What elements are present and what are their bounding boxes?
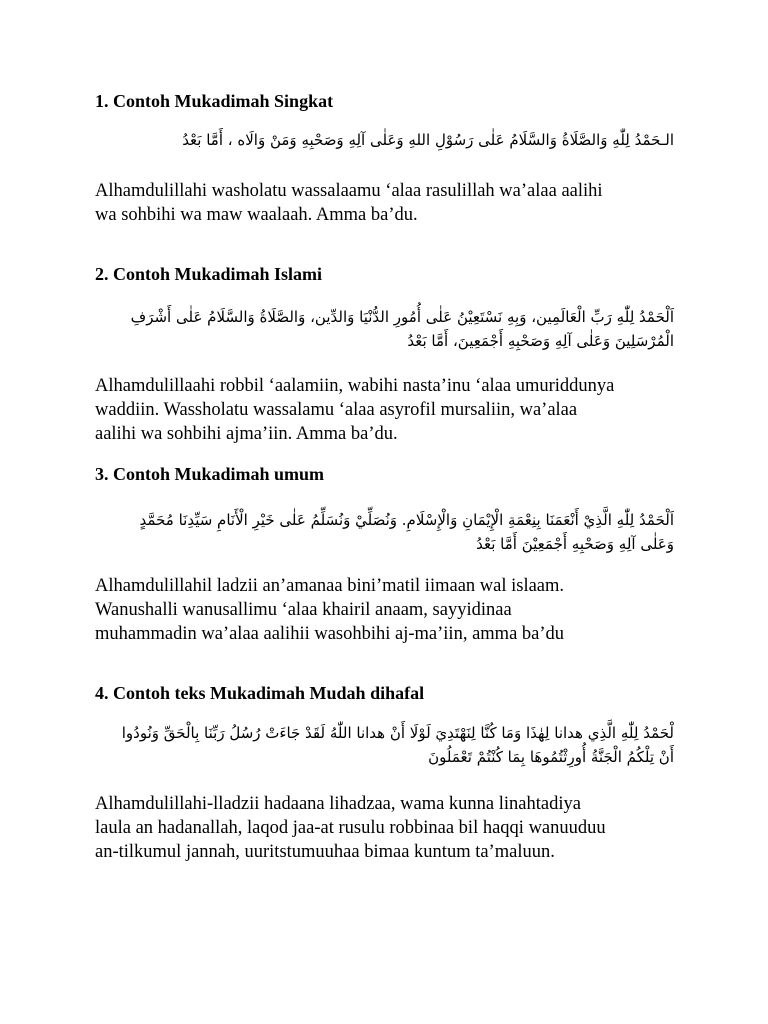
section-1-arabic-text bbox=[90, 128, 674, 152]
arabic-line: وَعَلٰى آلِهِ وَصَحْبِهِ أَجْمَعِيْنَ أَمَّا بَعْدُ bbox=[476, 535, 674, 553]
transliteration-line: laula an hadanallah, laqod jaa-at rusulu robbinaa bil haqqi wanuuduu bbox=[95, 818, 606, 838]
section-4-heading: 4. Contoh teks Mukadimah Mudah dihafal bbox=[95, 683, 425, 703]
transliteration-line: Alhamdulillaahi robbil ‘aalamiin, wabihi nasta’inu ‘alaa umuriddunya bbox=[95, 376, 615, 396]
arabic-line: اَلْحَمْدُ لِلّٰهِ رَبِّ الْعَالَمِين، وَبِهِ نَسْتَعِيْنُ عَلٰى أُمُورِ الدُّنْيَا وَالدِّين، وَالصَّلَاةُ وَالسَّلَامُ عَلٰى أَشْرَفِ bbox=[130, 308, 674, 326]
section-3-heading: 3. Contoh Mukadimah umum bbox=[95, 464, 325, 484]
section-4-arabic-text bbox=[90, 721, 674, 769]
transliteration-line: aalihi wa sohbihi ajma’iin. Amma ba’du. bbox=[95, 424, 398, 444]
arabic-line: لْحَمْدُ لِلّٰهِ الَّذِي هدانا لِهٰذَا وَمَا كُنَّا لِنَهْتَدِيَ لَوْلَا أَنْ هدانا اللّٰهُ لَقَدْ جَاءَتْ رُسُلُ رَبِّنَا بِالْحَقِّ وَنُودُوا bbox=[121, 724, 674, 742]
section-3-arabic-text bbox=[90, 508, 674, 556]
transliteration-line: Alhamdulillahi washolatu wassalaamu ‘alaa rasulillah wa’alaa aalihi bbox=[95, 181, 603, 201]
section-2-transliteration bbox=[95, 374, 695, 446]
arabic-line: الـحَمْدُ لِلّٰهِ وَالصَّلَاةُ وَالسَّلَامُ عَلٰى رَسُوْلِ اللهِ وَعَلٰى آلِهِ وَصَحْبِهِ وَمَنْ وَالَاه ، أَمَّا بَعْدُ bbox=[182, 131, 674, 149]
arabic-line: الْمُرْسَلِينَ وَعَلٰى آلِهِ وَصَحْبِهِ أَجْمَعِينَ، أَمَّا بَعْدُ bbox=[407, 332, 674, 350]
transliteration-line: Alhamdulillahi-lladzii hadaana lihadzaa, wama kunna linahtadiya bbox=[95, 794, 581, 814]
arabic-line: اَلْحَمْدُ لِلّٰهِ الَّذِيْ أَنْعَمَنَا بِنِعْمَةِ الْإِيْمَانِ وَالْإِسْلَامِ. وَنُصَلِّيْ وَنُسَلِّمُ عَلٰى خَيْرِ الْأَنَامِ سَيِّدِنَا مُحَمَّدٍ bbox=[139, 511, 674, 529]
transliteration-line: wa sohbihi wa maw waalaah. Amma ba’du. bbox=[95, 205, 418, 225]
section-1-heading: 1. Contoh Mukadimah Singkat bbox=[95, 91, 334, 111]
transliteration-line: Alhamdulillahil ladzii an’amanaa bini’matil iimaan wal islaam. bbox=[95, 576, 565, 596]
section-1-transliteration bbox=[95, 179, 695, 227]
transliteration-line: muhammadin wa’alaa aalihii wasohbihi aj-ma’iin, amma ba’du bbox=[95, 624, 565, 644]
arabic-line: أَنْ تِلْكُمُ الْجَنَّةُ أُورِثْتُمُوهَا بِمَا كُنْتُمْ تَعْمَلُونَ bbox=[428, 748, 674, 766]
section-2-heading: 2. Contoh Mukadimah Islami bbox=[95, 264, 323, 284]
section-3-transliteration bbox=[95, 574, 695, 646]
transliteration-line: waddiin. Wassholatu wassalamu ‘alaa asyrofil mursaliin, wa’alaa bbox=[95, 400, 578, 420]
transliteration-line: Wanushalli wanusallimu ‘alaa khairil anaam, sayyidinaa bbox=[95, 600, 512, 620]
section-4-transliteration bbox=[95, 792, 695, 864]
section-2-arabic-text bbox=[90, 305, 674, 353]
transliteration-line: an-tilkumul jannah, uuritstumuuhaa bimaa kuntum ta’maluun. bbox=[95, 842, 555, 862]
